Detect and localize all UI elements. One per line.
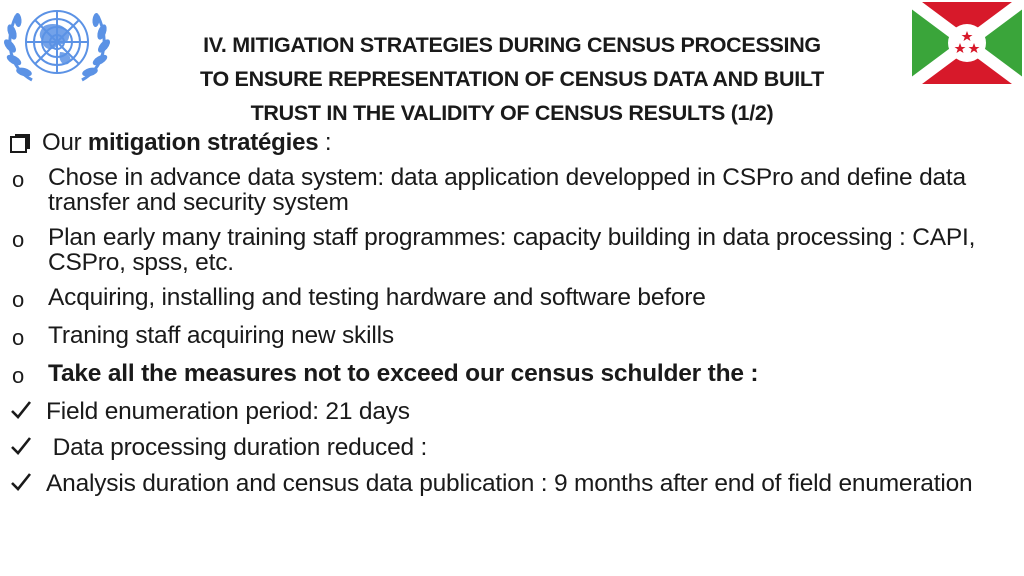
circle-icon: o (12, 363, 25, 388)
check-item (10, 471, 1020, 496)
title-line-1: IV. MITIGATION STRATEGIES DURING CENSUS PROCESSING (203, 33, 821, 57)
circle-icon: o (12, 287, 25, 312)
slide-content (10, 130, 1020, 496)
united-nations-emblem-icon (2, 2, 112, 86)
bullet-text: Acquiring, installing and testing hardware and software before (48, 284, 706, 311)
list-item (10, 323, 1020, 350)
circle-icon: o (12, 325, 25, 350)
list-item (10, 285, 1020, 312)
checkbox-icon (10, 130, 42, 153)
heading-row (10, 130, 1020, 155)
list-item (10, 361, 1020, 388)
list-item (10, 225, 1020, 275)
heading-prefix: Our (42, 129, 82, 156)
bullet-text: Chose in advance data system: data application developped in CSPro and define data transfer and security system (48, 164, 966, 216)
bullet-text-bold: Take all the measures not to exceed our census schulder the : (48, 360, 759, 387)
circle-icon: o (12, 167, 25, 192)
checkmark-icon (10, 435, 46, 457)
checkmark-icon (10, 399, 46, 421)
burundi-flag-icon (912, 2, 1022, 84)
title-line-2: TO ENSURE REPRESENTATION OF CENSUS DATA AND BUILT (200, 67, 824, 91)
heading-text (42, 130, 1020, 155)
check-text: Field enumeration period: 21 days (46, 398, 410, 425)
check-text: Data processing duration reduced : (46, 434, 428, 461)
bullet-text: Traning staff acquiring new skills (48, 322, 394, 349)
title-line-3: TRUST IN THE VALIDITY OF CENSUS RESULTS (1/2) (250, 101, 774, 125)
check-item (10, 435, 1020, 460)
circle-icon: o (12, 227, 25, 252)
page-title (150, 28, 874, 130)
bullet-text: Plan early many training staff programmes: capacity building in data processing : CAPI, CSPro, spss, etc. (48, 224, 976, 276)
check-item (10, 399, 1020, 424)
list-item (10, 165, 1020, 215)
heading-suffix: : (318, 129, 332, 156)
check-text: Analysis duration and census data publication : 9 months after end of field enumeration (46, 470, 973, 497)
heading-bold: mitigation stratégies (87, 129, 319, 156)
checkmark-icon (10, 471, 46, 493)
